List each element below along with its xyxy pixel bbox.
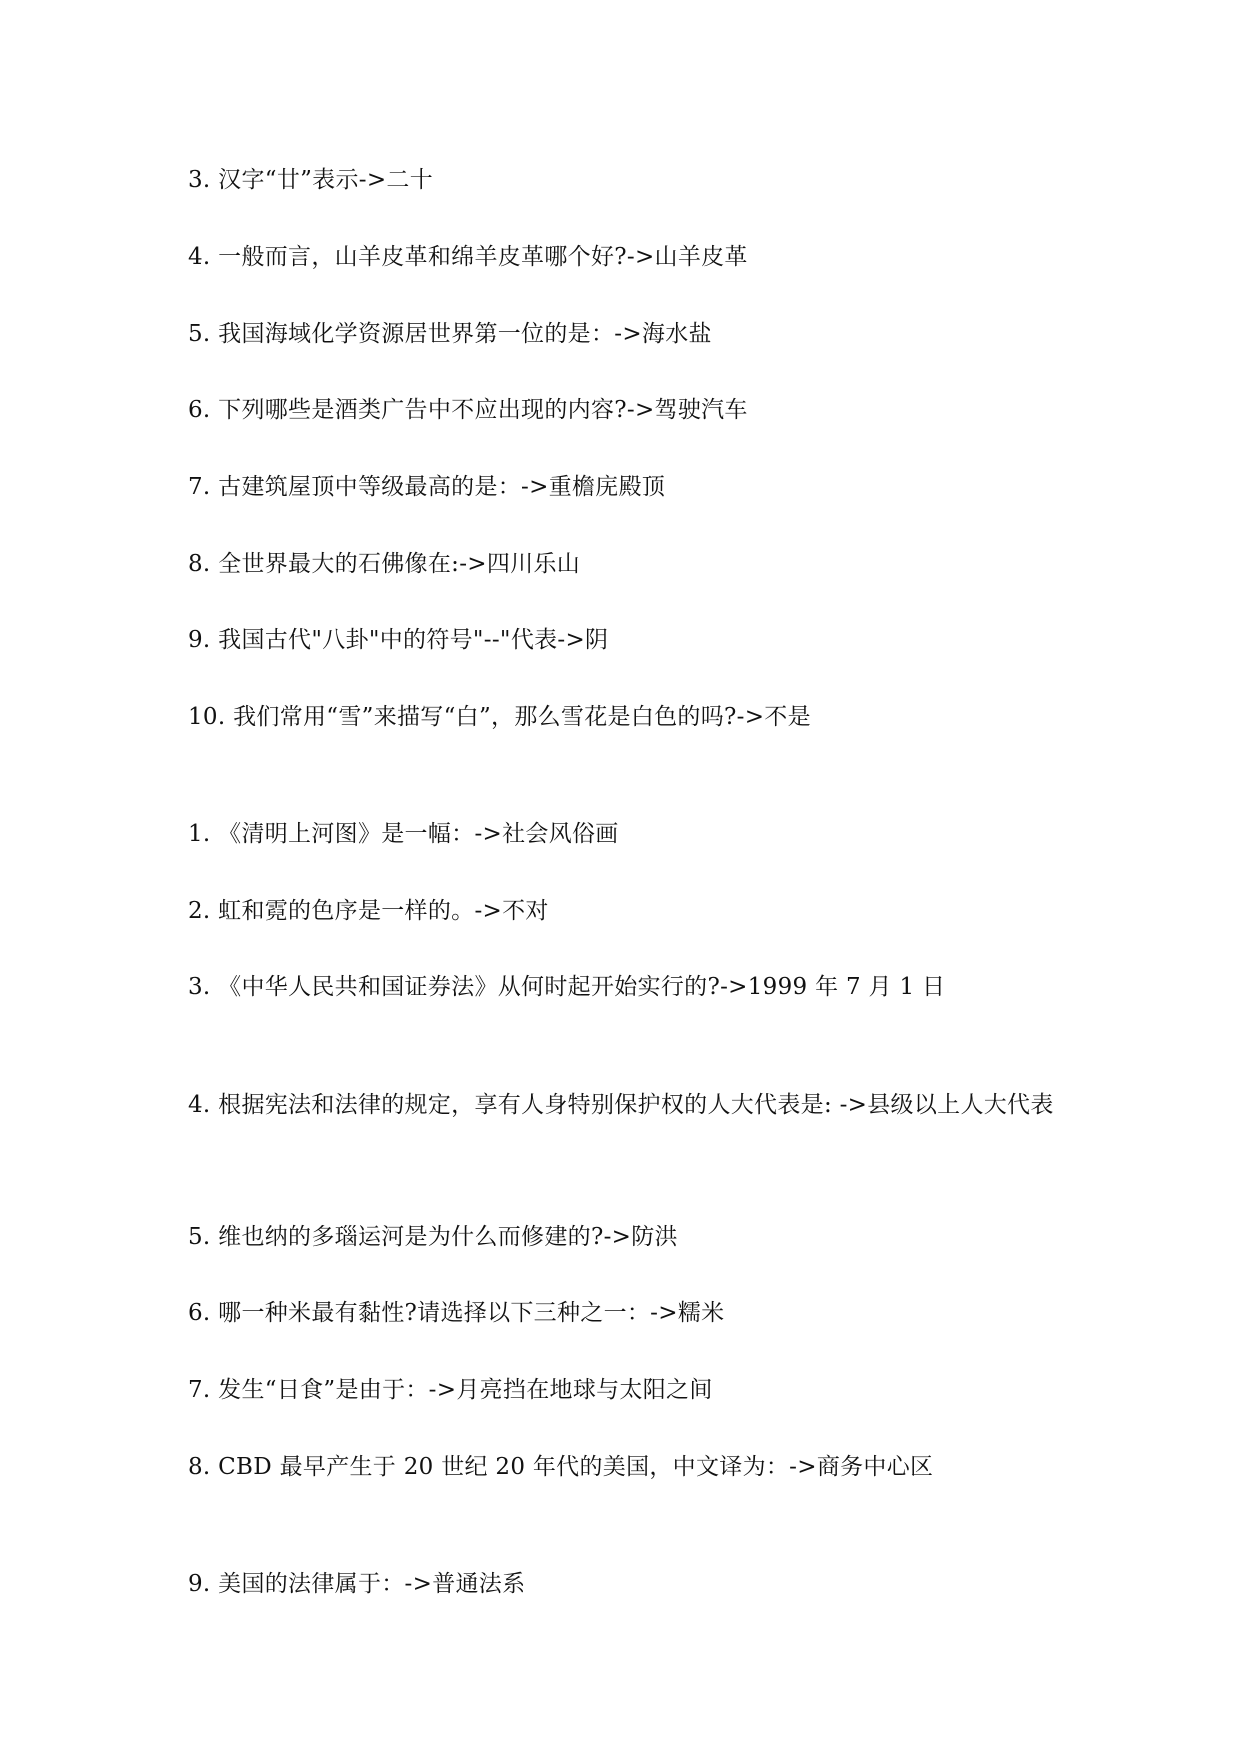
qa-item: 10. 我们常用“雪”来描写“白”，那么雪花是白色的吗?->不是 — [188, 704, 811, 730]
qa-item: 7. 发生“日食”是由于：->月亮挡在地球与太阳之间 — [188, 1377, 713, 1403]
qa-item: 4. 一般而言，山羊皮革和绵羊皮革哪个好?->山羊皮革 — [188, 244, 748, 270]
qa-item: 5. 维也纳的多瑙运河是为什么而修建的?->防洪 — [188, 1224, 678, 1250]
qa-item: 2. 虹和霓的色序是一样的。->不对 — [188, 898, 549, 924]
qa-item: 5. 我国海域化学资源居世界第一位的是：->海水盐 — [188, 321, 712, 347]
qa-item: 8. CBD 最早产生于 20 世纪 20 年代的美国，中文译为：->商务中心区 — [188, 1454, 934, 1480]
qa-item: 4. 根据宪法和法律的规定，享有人身特别保护权的人大代表是: ->县级以上人大代表 — [188, 1092, 1054, 1118]
qa-item: 1. 《清明上河图》是一幅：->社会风俗画 — [188, 821, 619, 847]
qa-item: 6. 哪一种米最有黏性?请选择以下三种之一：->糯米 — [188, 1300, 725, 1326]
qa-item: 3. 《中华人民共和国证券法》从何时起开始实行的?->1999 年 7 月 1 日 — [188, 974, 946, 1000]
qa-item: 9. 美国的法律属于：->普通法系 — [188, 1571, 526, 1597]
qa-item: 8. 全世界最大的石佛像在:->四川乐山 — [188, 551, 581, 577]
qa-item: 6. 下列哪些是酒类广告中不应出现的内容?->驾驶汽车 — [188, 397, 748, 423]
qa-item: 9. 我国古代"八卦"中的符号"--"代表->阴 — [188, 627, 609, 653]
qa-item: 3. 汉字“廿”表示->二十 — [188, 167, 434, 193]
qa-item: 7. 古建筑屋顶中等级最高的是：->重檐庑殿顶 — [188, 474, 666, 500]
